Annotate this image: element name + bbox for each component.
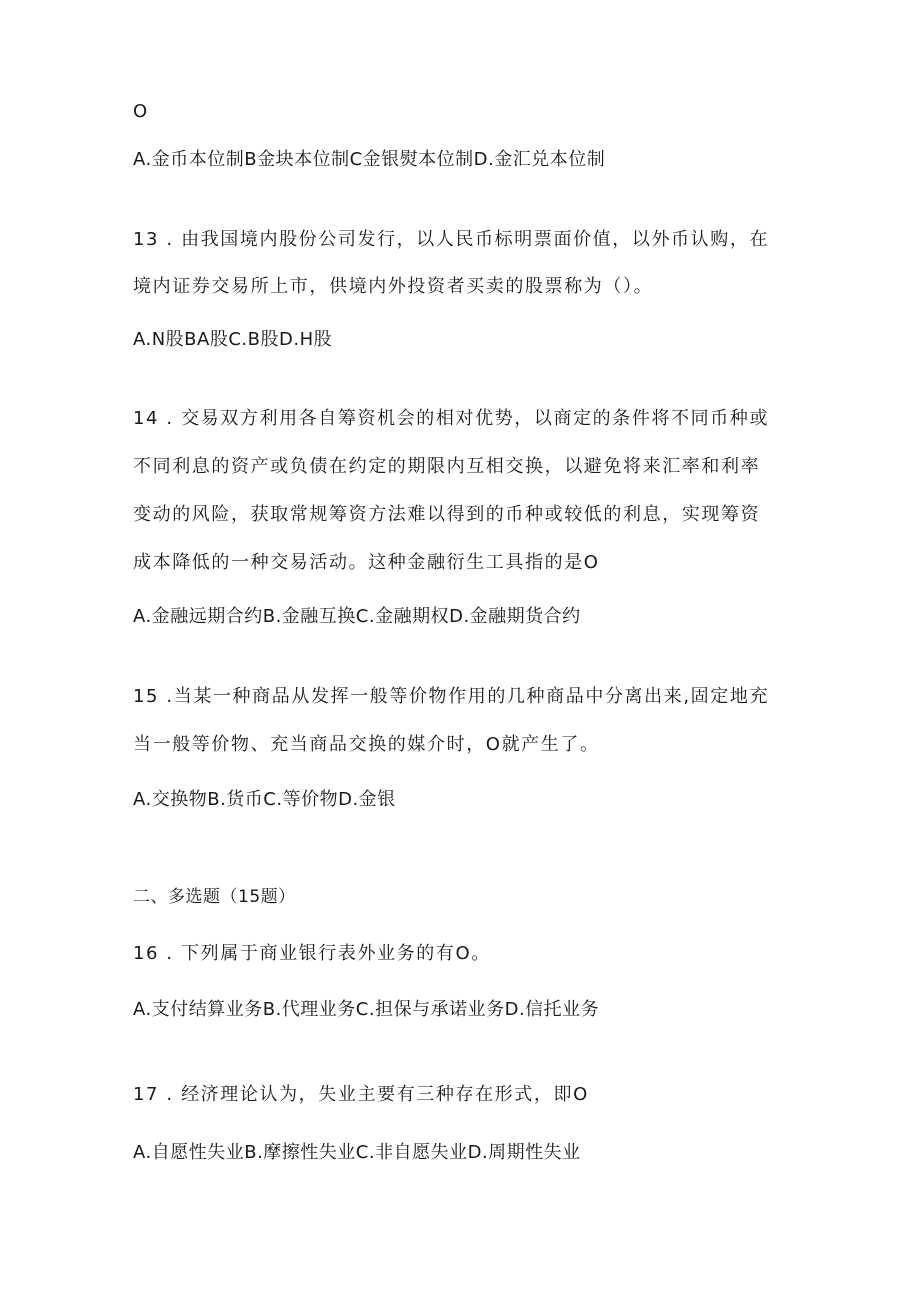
q14-options: A.金融远期合约B.金融互换C.金融期权D.金融期货合约 [133, 606, 581, 627]
q16-options: A.支付结算业务B.代理业务C.担保与承诺业务D.信托业务 [133, 999, 600, 1020]
q14-text-line2: 不同利息的资产或负债在约定的期限内互相交换，以避免将来汇率和利率 [133, 456, 761, 477]
q13-text-line1: 13 . 由我国境内股份公司发行，以人民币标明票面价值，以外币认购，在 [133, 229, 770, 250]
q14-text-line1: 14 . 交易双方利用各自筹资机会的相对优势，以商定的条件将不同币种或 [133, 408, 770, 429]
q15-options: A.交换物B.货币C.等价物D.金银 [133, 789, 396, 810]
top-fragment: O [133, 101, 148, 122]
q15-text-line2: 当一般等价物、充当商品交换的媒介时，O就产生了。 [133, 734, 600, 755]
q17-text-line1: 17 . 经济理论认为，失业主要有三种存在形式，即O [133, 1084, 589, 1105]
section-title-multiple-choice: 二、多选题（15题） [133, 887, 296, 907]
q14-text-line4: 成本降低的一种交易活动。这种金融衍生工具指的是O [133, 552, 600, 573]
q15-text-line1: 15 .当某一种商品从发挥一般等价物作用的几种商品中分离出来,固定地充 [133, 686, 770, 707]
q13-text-line2: 境内证券交易所上市，供境内外投资者买卖的股票称为（）。 [133, 276, 654, 297]
q16-text-line1: 16 . 下列属于商业银行表外业务的有O。 [133, 943, 491, 964]
q14-text-line3: 变动的风险，获取常规筹资方法难以得到的币种或较低的利息，实现筹资 [133, 504, 761, 525]
q12-options: A.金币本位制B金块本位制C金银熨本位制D.金汇兑本位制 [133, 149, 606, 170]
q13-options: A.N股BA股C.B股D.H股 [133, 329, 333, 350]
q17-options: A.自愿性失业B.摩擦性失业C.非自愿失业D.周期性失业 [133, 1142, 581, 1163]
